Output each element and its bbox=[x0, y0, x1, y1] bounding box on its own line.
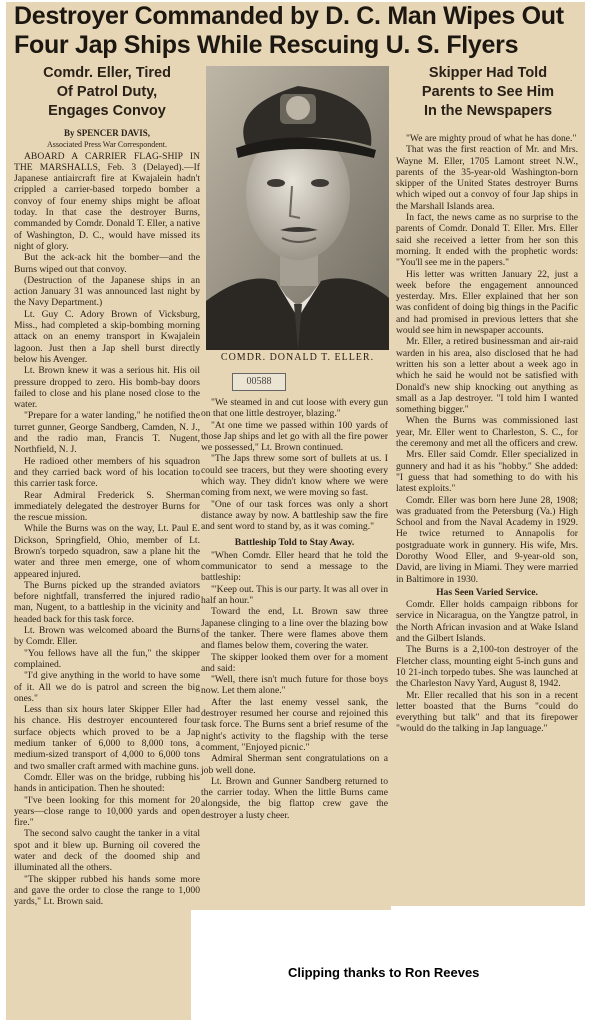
left-paragraph: He radioed other members of his squadron and they carried back word of his location to this carrier task force. bbox=[14, 455, 200, 490]
middle-paragraph: "Well, there isn't much future for those boys now. Let them alone." bbox=[201, 674, 388, 697]
photo-caption: COMDR. DONALD T. ELLER. bbox=[220, 352, 375, 363]
middle-paragraph: "The Japs threw some sort of bullets at us. I could see tracers, but they were shooting every which way. They didn't know where we were coming from next, we were moving so fast. bbox=[201, 453, 388, 499]
left-paragraph: While the Burns was on the way, Lt. Paul E. Dickson, Springfield, Ohio, member of Lt. Brown's torpedo squadron, saw a plane hit the water and three men emerge, one of whom appeared injured. bbox=[14, 523, 200, 580]
left-column bbox=[14, 128, 200, 907]
middle-paragraph: After the last enemy vessel sank, the destroyer resumed her course and rejoined this task force. The Burns sent a brief resume of the night's activity to the flagship with the terse comment, "Enjoyed picnic." bbox=[201, 696, 388, 753]
middle-paragraph: "One of our task forces was only a short distance away by now. A battleship saw the fire and sent word to stand by, as it was coming." bbox=[201, 498, 388, 533]
left-paragraph: The Burns picked up the stranded aviators before nightfall, transferred the injured radio man, Nugent, to a battleship in the vicinity and headed back for this task force. bbox=[14, 579, 200, 625]
left-paragraph: "The skipper rubbed his hands some more and gave the order to close the range to 1,000 yards," Lt. Brown said. bbox=[14, 873, 200, 908]
middle-paragraph: "'Keep out. This is our party. It was all over in half an hour." bbox=[201, 583, 388, 607]
byline-sub: Associated Press War Correspondent. bbox=[46, 140, 168, 150]
left-paragraph: (Destruction of the Japanese ships in an action January 31 was announced last night by the Navy Department.) bbox=[14, 274, 200, 309]
middle-paragraph: Lt. Brown and Gunner Sandberg returned to the carrier today. When the little Burns came alongside, the big flattop crew gave the destroyer a lusty cheer. bbox=[201, 775, 388, 821]
right-subhead-line: Skipper Had Told bbox=[428, 65, 548, 81]
right-subhead-line: Parents to See Him bbox=[421, 84, 555, 100]
left-paragraph: Comdr. Eller was on the bridge, rubbing his hands in anticipation. Then he shouted: bbox=[14, 771, 200, 795]
portrait-photo bbox=[206, 66, 389, 350]
left-paragraph: Lt. Brown was welcomed aboard the Burns by Comdr. Eller. bbox=[14, 625, 200, 648]
middle-paragraph: Admiral Sherman sent congratulations on a job well done. bbox=[201, 753, 388, 776]
right-paragraph: Mr. Eller recalled that his son in a recent letter boasted that the Burns "could do everything but talk" and that its firepower "would do the talking in Jap language." bbox=[396, 689, 578, 735]
left-body bbox=[14, 151, 200, 908]
middle-paragraph: "At one time we passed within 100 yards of those Jap ships and let go with all the fire power we possessed," Lt. Brown continued. bbox=[201, 419, 388, 454]
middle-paragraph: The skipper looked them over for a moment and said: bbox=[201, 651, 388, 674]
left-subhead-line: Engages Convoy bbox=[48, 103, 166, 119]
left-paragraph: But the ack-ack hit the bomber—and the Burns wiped out that convoy. bbox=[14, 252, 200, 275]
left-paragraph: Lt. Guy C. Adory Brown of Vicksburg, Miss., had completed a skip-bombing morning attack on an enemy transport in Kwajalein lagoon. Just then a Jap shell burst directly below his Avenger. bbox=[14, 308, 200, 365]
right-paragraph: Comdr. Eller holds campaign ribbons for service in Nicaragua, on the Yangtze patrol, in the North African invasion and at Wake Island and the Gilbert Islands. bbox=[396, 599, 578, 645]
left-subhead bbox=[14, 64, 200, 121]
headline-line-2: Four Jap Ships While Rescuing U. S. Flyers bbox=[14, 31, 519, 59]
right-subheading: Has Seen Varied Service. bbox=[436, 586, 538, 598]
right-paragraph: Mr. Eller, a retired businessman and air-raid warden in his area, also disclosed that he had written his son a letter about a week ago in which he said he would not be satisfied with Donald's new ship knocking out anything as small as a Jap destroyer. "I told him I wanted something bigger." bbox=[396, 336, 578, 416]
right-paragraph: The Burns is a 2,100-ton destroyer of the Fletcher class, mounting eight 5-inch guns and 10 21-inch torpedo tubes. She was launched at the Charleston Navy Yard, August 8, 1942. bbox=[396, 644, 578, 690]
right-paragraph: In fact, the news came as no surprise to the parents of Comdr. Donald T. Eller. Mrs. Eller said she received a letter from her son this morning. It ended with the prophetic words: "You'll see me in the papers." bbox=[396, 212, 578, 269]
portrait-illustration bbox=[206, 66, 389, 350]
headline bbox=[14, 2, 586, 60]
left-paragraph: Less than six hours later Skipper Eller had his chance. His destroyer encountered four surface objects which proved to be a Jap medium tanker of 6,000 to 8,000 tons, a medium-sized transport of 4,000 to 6,000 tons and two smaller craft armed with machine guns. bbox=[14, 704, 200, 772]
right-paragraph: His letter was written January 22, just a week before the engagement announced yesterday. Mrs. Eller explained that her son was confident of doing big things in the Pacific and had promised in previous letters that she would see him in newspaper accounts. bbox=[396, 268, 578, 337]
left-paragraph: ABOARD A CARRIER FLAG-SHIP IN THE MARSHALLS, Feb. 3 (Delayed).—If Japanese antiaircraft fire at Kwajalein hadn't crippled a carrier-based torpedo bomber a convoy of four enemy ships might be afloat today. In that case the destroyer Burns, commanded by Comdr. Donald T. Eller, a native of Washington, D. C., would have missed its night of glory. bbox=[14, 150, 200, 252]
middle-subheading: Battleship Told to Stay Away. bbox=[234, 536, 355, 548]
left-paragraph: The second salvo caught the tanker in a vital spot and it blew up. Burning oil covered the water and deck of the doomed ship and illuminated all the others. bbox=[14, 828, 200, 874]
byline: By SPENCER DAVIS, bbox=[63, 128, 151, 138]
left-subhead-line: Comdr. Eller, Tired bbox=[43, 65, 171, 81]
middle-paragraph: "We steamed in and cut loose with every gun on that one little destroyer, blazing." bbox=[201, 397, 388, 420]
right-subhead-line: In the Newspapers bbox=[423, 103, 553, 119]
right-subhead bbox=[395, 64, 581, 121]
clipping-credit: Clipping thanks to Ron Reeves bbox=[288, 965, 480, 980]
middle-paragraph: Toward the end, Lt. Brown saw three Japanese clinging to a line over the blazing bow of the tanker. There were flames above them and flames below them, covering the water. bbox=[201, 606, 388, 652]
right-paragraph: When the Burns was commissioned last year, Mr. Eller went to Charleston, S. C., for the ceremony and met all the officers and crew. bbox=[396, 415, 578, 450]
left-subhead-line: Of Patrol Duty, bbox=[56, 84, 158, 100]
left-paragraph: Lt. Brown knew it was a serious hit. His oil pressure dropped to zero. His bomb-bay doors failed to close and his plane nosed close to the water. bbox=[14, 365, 200, 411]
left-paragraph: "You fellows have all the fun," the skipper complained. bbox=[14, 647, 200, 670]
left-paragraph: Rear Admiral Frederick S. Sherman immediately delegated the destroyer Burns for the rescue mission. bbox=[14, 489, 200, 524]
left-paragraph: "Prepare for a water landing," he notified the turret gunner, George Sandberg, Camden, N. J., and the radio man, Francis T. Nugent, Northfield, N. J. bbox=[14, 410, 200, 456]
left-paragraph: "I've been looking for this moment for 20 years—close range to 10,000 yards and open fire." bbox=[14, 794, 200, 829]
middle-paragraph: "When Comdr. Eller heard that he told the communicator to send a message to the battleship: bbox=[201, 549, 388, 584]
right-paragraph: Comdr. Eller was born here June 28, 1908; was graduated from the Petersburg (Va.) High School and from the Naval Academy in 1929. He twice returned to Annapolis for postgraduate work in gunnery. His wife, Mrs. Dorothy Wood Eller, and 9-year-old son, David, are living in Miami. They were married in Baltimore in 1930. bbox=[396, 494, 578, 585]
right-paragraph: That was the first reaction of Mr. and Mrs. Wayne M. Eller, 1705 Lamont street N.W., parents of the 35-year-old Washington-born skipper of the United States destroyer Burns which wiped out a convoy of four Jap ships in the Marshall Islands area. bbox=[396, 144, 578, 212]
middle-column bbox=[201, 397, 388, 821]
left-paragraph: "I'd give anything in the world to have some of it. All we do is patrol and screen the big ones." bbox=[14, 670, 200, 704]
right-paragraph: "We are mighty proud of what he has done." bbox=[406, 133, 577, 144]
headline-line-1: Destroyer Commanded by D. C. Man Wipes Out bbox=[14, 2, 564, 30]
right-column bbox=[396, 133, 578, 735]
archive-stamp: 00588 bbox=[232, 373, 286, 391]
right-paragraph: Mrs. Eller said Comdr. Eller specialized in gunnery and had it as his "hobby." She added: "I guess that had something to do with his latest exploits." bbox=[396, 449, 578, 495]
